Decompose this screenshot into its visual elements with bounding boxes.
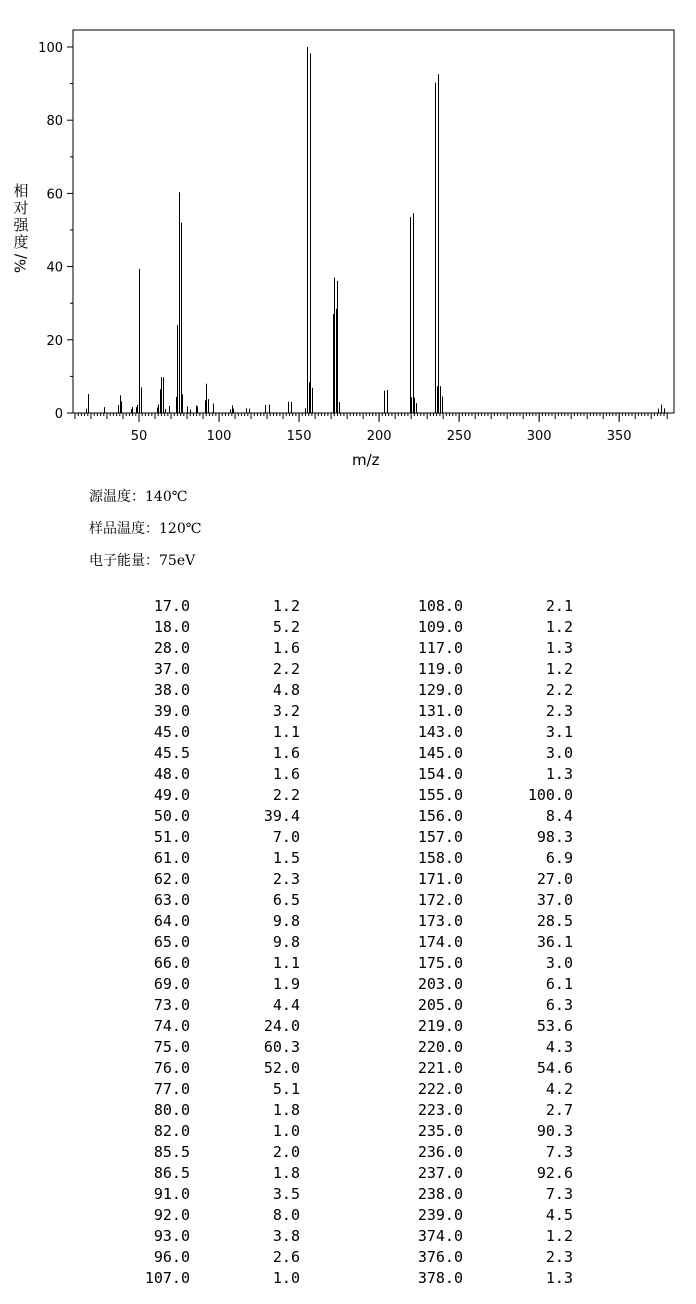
mz-value: 74.0 bbox=[153, 1017, 190, 1035]
mz-value: 131.0 bbox=[417, 702, 463, 720]
mz-value: 51.0 bbox=[153, 828, 190, 846]
intensity-value: 7.0 bbox=[272, 828, 300, 846]
intensity-value: 4.3 bbox=[545, 1038, 573, 1056]
intensity-value: 1.1 bbox=[272, 954, 300, 972]
x-tick-label: 100 bbox=[206, 429, 232, 444]
conditions-block bbox=[89, 486, 201, 582]
mz-value: 69.0 bbox=[153, 975, 190, 993]
intensity-value: 4.2 bbox=[545, 1080, 573, 1098]
intensity-value: 2.3 bbox=[545, 1248, 573, 1266]
table-row bbox=[0, 764, 696, 785]
intensity-value: 28.5 bbox=[536, 912, 573, 930]
table-row bbox=[0, 1121, 696, 1142]
x-minor-ticks bbox=[75, 413, 667, 419]
mz-value: 50.0 bbox=[153, 807, 190, 825]
mass-spectrum-chart bbox=[0, 0, 696, 480]
table-row bbox=[0, 974, 696, 995]
table-row bbox=[0, 848, 696, 869]
mz-value: 238.0 bbox=[417, 1185, 463, 1203]
mz-value: 92.0 bbox=[153, 1206, 190, 1224]
intensity-value: 3.8 bbox=[272, 1227, 300, 1245]
mz-value: 96.0 bbox=[153, 1248, 190, 1266]
intensity-value: 1.3 bbox=[545, 765, 573, 783]
y-axis-label-char: 强 bbox=[13, 216, 29, 234]
mz-value: 374.0 bbox=[417, 1227, 463, 1245]
intensity-value: 1.3 bbox=[545, 639, 573, 657]
mz-value: 154.0 bbox=[417, 765, 463, 783]
intensity-value: 6.5 bbox=[272, 891, 300, 909]
mz-value: 73.0 bbox=[153, 996, 190, 1014]
x-axis-label: m/z bbox=[352, 451, 380, 469]
mz-value: 220.0 bbox=[417, 1038, 463, 1056]
intensity-value: 9.8 bbox=[272, 933, 300, 951]
mz-value: 49.0 bbox=[153, 786, 190, 804]
mz-value: 156.0 bbox=[417, 807, 463, 825]
intensity-value: 1.9 bbox=[272, 975, 300, 993]
intensity-value: 6.1 bbox=[545, 975, 573, 993]
intensity-value: 2.0 bbox=[272, 1143, 300, 1161]
table-row bbox=[0, 911, 696, 932]
table-row bbox=[0, 1037, 696, 1058]
table-row bbox=[0, 1205, 696, 1226]
mz-value: 45.5 bbox=[153, 744, 190, 762]
intensity-value: 1.2 bbox=[272, 597, 300, 615]
mz-value: 45.0 bbox=[153, 723, 190, 741]
mz-value: 173.0 bbox=[417, 912, 463, 930]
mz-value: 82.0 bbox=[153, 1122, 190, 1140]
intensity-value: 1.8 bbox=[272, 1101, 300, 1119]
intensity-value: 6.3 bbox=[545, 996, 573, 1014]
intensity-value: 1.2 bbox=[545, 618, 573, 636]
table-row bbox=[0, 890, 696, 911]
x-tick-label: 250 bbox=[446, 429, 472, 444]
intensity-value: 1.6 bbox=[272, 744, 300, 762]
intensity-value: 3.0 bbox=[545, 954, 573, 972]
intensity-value: 1.1 bbox=[272, 723, 300, 741]
mz-value: 171.0 bbox=[417, 870, 463, 888]
source-temperature: 源温度：140℃ bbox=[89, 489, 188, 505]
y-axis-label bbox=[10, 183, 32, 272]
table-row bbox=[0, 743, 696, 764]
mz-value: 158.0 bbox=[417, 849, 463, 867]
mz-value: 85.5 bbox=[153, 1143, 190, 1161]
mz-value: 61.0 bbox=[153, 849, 190, 867]
intensity-value: 1.0 bbox=[272, 1269, 300, 1287]
intensity-value: 53.6 bbox=[536, 1017, 573, 1035]
intensity-value: 1.2 bbox=[545, 1227, 573, 1245]
mz-value: 80.0 bbox=[153, 1101, 190, 1119]
mz-value: 157.0 bbox=[417, 828, 463, 846]
table-row bbox=[0, 1268, 696, 1289]
intensity-value: 2.2 bbox=[272, 660, 300, 678]
mz-value: 145.0 bbox=[417, 744, 463, 762]
electron-energy: 电子能量：75eV bbox=[89, 553, 196, 569]
intensity-value: 4.4 bbox=[272, 996, 300, 1014]
intensity-value: 3.0 bbox=[545, 744, 573, 762]
table-row bbox=[0, 1079, 696, 1100]
intensity-value: 39.4 bbox=[263, 807, 300, 825]
table-row bbox=[0, 869, 696, 890]
y-tick-label: 60 bbox=[46, 187, 63, 203]
intensity-value: 4.8 bbox=[272, 681, 300, 699]
x-tick-label: 300 bbox=[526, 429, 552, 444]
mz-value: 235.0 bbox=[417, 1122, 463, 1140]
table-row bbox=[0, 680, 696, 701]
table-row bbox=[0, 932, 696, 953]
table-row bbox=[0, 1100, 696, 1121]
mz-value: 28.0 bbox=[153, 639, 190, 657]
intensity-value: 7.3 bbox=[545, 1185, 573, 1203]
y-tick-label: 20 bbox=[46, 333, 63, 349]
y-axis-label-char: 度 bbox=[13, 233, 29, 251]
mz-value: 65.0 bbox=[153, 933, 190, 951]
mz-value: 109.0 bbox=[417, 618, 463, 636]
mz-value: 237.0 bbox=[417, 1164, 463, 1182]
intensity-value: 3.5 bbox=[272, 1185, 300, 1203]
mz-value: 62.0 bbox=[153, 870, 190, 888]
intensity-value: 92.6 bbox=[536, 1164, 573, 1182]
intensity-value: 2.2 bbox=[545, 681, 573, 699]
table-row bbox=[0, 1016, 696, 1037]
intensity-value: 2.6 bbox=[272, 1248, 300, 1266]
mz-value: 86.5 bbox=[153, 1164, 190, 1182]
table-row bbox=[0, 785, 696, 806]
intensity-value: 98.3 bbox=[536, 828, 573, 846]
table-row bbox=[0, 1058, 696, 1079]
intensity-value: 1.2 bbox=[545, 660, 573, 678]
y-tick-label: 40 bbox=[46, 260, 63, 276]
intensity-value: 1.6 bbox=[272, 639, 300, 657]
mz-value: 219.0 bbox=[417, 1017, 463, 1035]
table-row bbox=[0, 1163, 696, 1184]
mz-value: 64.0 bbox=[153, 912, 190, 930]
intensity-value: 8.4 bbox=[545, 807, 573, 825]
mz-value: 205.0 bbox=[417, 996, 463, 1014]
y-axis-label-char: 相 bbox=[13, 182, 29, 200]
mz-value: 63.0 bbox=[153, 891, 190, 909]
table-row bbox=[0, 806, 696, 827]
mz-value: 203.0 bbox=[417, 975, 463, 993]
mz-value: 376.0 bbox=[417, 1248, 463, 1266]
table-row bbox=[0, 1142, 696, 1163]
intensity-value: 1.8 bbox=[272, 1164, 300, 1182]
intensity-value: 1.3 bbox=[545, 1269, 573, 1287]
intensity-value: 2.3 bbox=[272, 870, 300, 888]
intensity-value: 52.0 bbox=[263, 1059, 300, 1077]
mz-value: 117.0 bbox=[417, 639, 463, 657]
intensity-value: 7.3 bbox=[545, 1143, 573, 1161]
mz-value: 77.0 bbox=[153, 1080, 190, 1098]
intensity-value: 9.8 bbox=[272, 912, 300, 930]
mz-value: 18.0 bbox=[153, 618, 190, 636]
mz-value: 223.0 bbox=[417, 1101, 463, 1119]
table-row bbox=[0, 995, 696, 1016]
intensity-value: 2.7 bbox=[545, 1101, 573, 1119]
table-row bbox=[0, 1226, 696, 1247]
mz-value: 236.0 bbox=[417, 1143, 463, 1161]
table-row bbox=[0, 1247, 696, 1268]
intensity-value: 37.0 bbox=[536, 891, 573, 909]
mz-value: 175.0 bbox=[417, 954, 463, 972]
intensity-value: 100.0 bbox=[527, 786, 573, 804]
intensity-value: 3.1 bbox=[545, 723, 573, 741]
mz-value: 107.0 bbox=[144, 1269, 190, 1287]
y-tick-label: 0 bbox=[54, 407, 63, 422]
intensity-value: 2.1 bbox=[545, 597, 573, 615]
x-tick-label: 50 bbox=[130, 429, 148, 444]
intensity-value: 54.6 bbox=[536, 1059, 573, 1077]
mz-value: 66.0 bbox=[153, 954, 190, 972]
intensity-value: 36.1 bbox=[536, 933, 573, 951]
table-row bbox=[0, 617, 696, 638]
intensity-value: 1.6 bbox=[272, 765, 300, 783]
mz-value: 155.0 bbox=[417, 786, 463, 804]
table-row bbox=[0, 596, 696, 617]
table-row bbox=[0, 638, 696, 659]
intensity-value: 8.0 bbox=[272, 1206, 300, 1224]
mz-value: 108.0 bbox=[417, 597, 463, 615]
mz-value: 221.0 bbox=[417, 1059, 463, 1077]
intensity-value: 6.9 bbox=[545, 849, 573, 867]
x-tick-label: 350 bbox=[606, 429, 632, 444]
intensity-value: 2.2 bbox=[272, 786, 300, 804]
y-axis-label-char: 对 bbox=[13, 199, 29, 217]
intensity-value: 27.0 bbox=[536, 870, 573, 888]
mz-value: 39.0 bbox=[153, 702, 190, 720]
mz-value: 91.0 bbox=[153, 1185, 190, 1203]
mz-value: 17.0 bbox=[153, 597, 190, 615]
intensity-value: 24.0 bbox=[263, 1017, 300, 1035]
mz-value: 222.0 bbox=[417, 1080, 463, 1098]
intensity-value: 3.2 bbox=[272, 702, 300, 720]
mz-value: 76.0 bbox=[153, 1059, 190, 1077]
x-axis-ticks bbox=[131, 413, 632, 444]
table-row bbox=[0, 701, 696, 722]
mz-value: 48.0 bbox=[153, 765, 190, 783]
mz-value: 119.0 bbox=[417, 660, 463, 678]
table-row bbox=[0, 722, 696, 743]
mz-value: 143.0 bbox=[417, 723, 463, 741]
y-tick-label: 100 bbox=[38, 41, 63, 56]
table-row bbox=[0, 827, 696, 848]
plot-frame bbox=[73, 30, 674, 413]
intensity-value: 60.3 bbox=[263, 1038, 300, 1056]
spectrum-peaks bbox=[87, 47, 665, 413]
y-axis-unit: %/ bbox=[11, 253, 30, 274]
intensity-value: 2.3 bbox=[545, 702, 573, 720]
mz-value: 38.0 bbox=[153, 681, 190, 699]
mz-value: 172.0 bbox=[417, 891, 463, 909]
mz-value: 93.0 bbox=[153, 1227, 190, 1245]
mz-value: 174.0 bbox=[417, 933, 463, 951]
mz-value: 129.0 bbox=[417, 681, 463, 699]
intensity-value: 5.2 bbox=[272, 618, 300, 636]
y-axis-ticks bbox=[38, 41, 73, 422]
y-tick-label: 80 bbox=[46, 114, 63, 130]
intensity-value: 1.5 bbox=[272, 849, 300, 867]
mz-value: 37.0 bbox=[153, 660, 190, 678]
x-tick-label: 200 bbox=[366, 429, 392, 444]
mz-value: 378.0 bbox=[417, 1269, 463, 1287]
mz-value: 239.0 bbox=[417, 1206, 463, 1224]
mz-value: 75.0 bbox=[153, 1038, 190, 1056]
intensity-value: 5.1 bbox=[272, 1080, 300, 1098]
x-tick-label: 150 bbox=[286, 429, 312, 444]
table-row bbox=[0, 1184, 696, 1205]
intensity-value: 4.5 bbox=[545, 1206, 573, 1224]
peak-table bbox=[0, 596, 696, 1289]
intensity-value: 1.0 bbox=[272, 1122, 300, 1140]
table-row bbox=[0, 953, 696, 974]
sample-temperature: 样品温度：120℃ bbox=[89, 521, 202, 537]
intensity-value: 90.3 bbox=[536, 1122, 573, 1140]
table-row bbox=[0, 659, 696, 680]
